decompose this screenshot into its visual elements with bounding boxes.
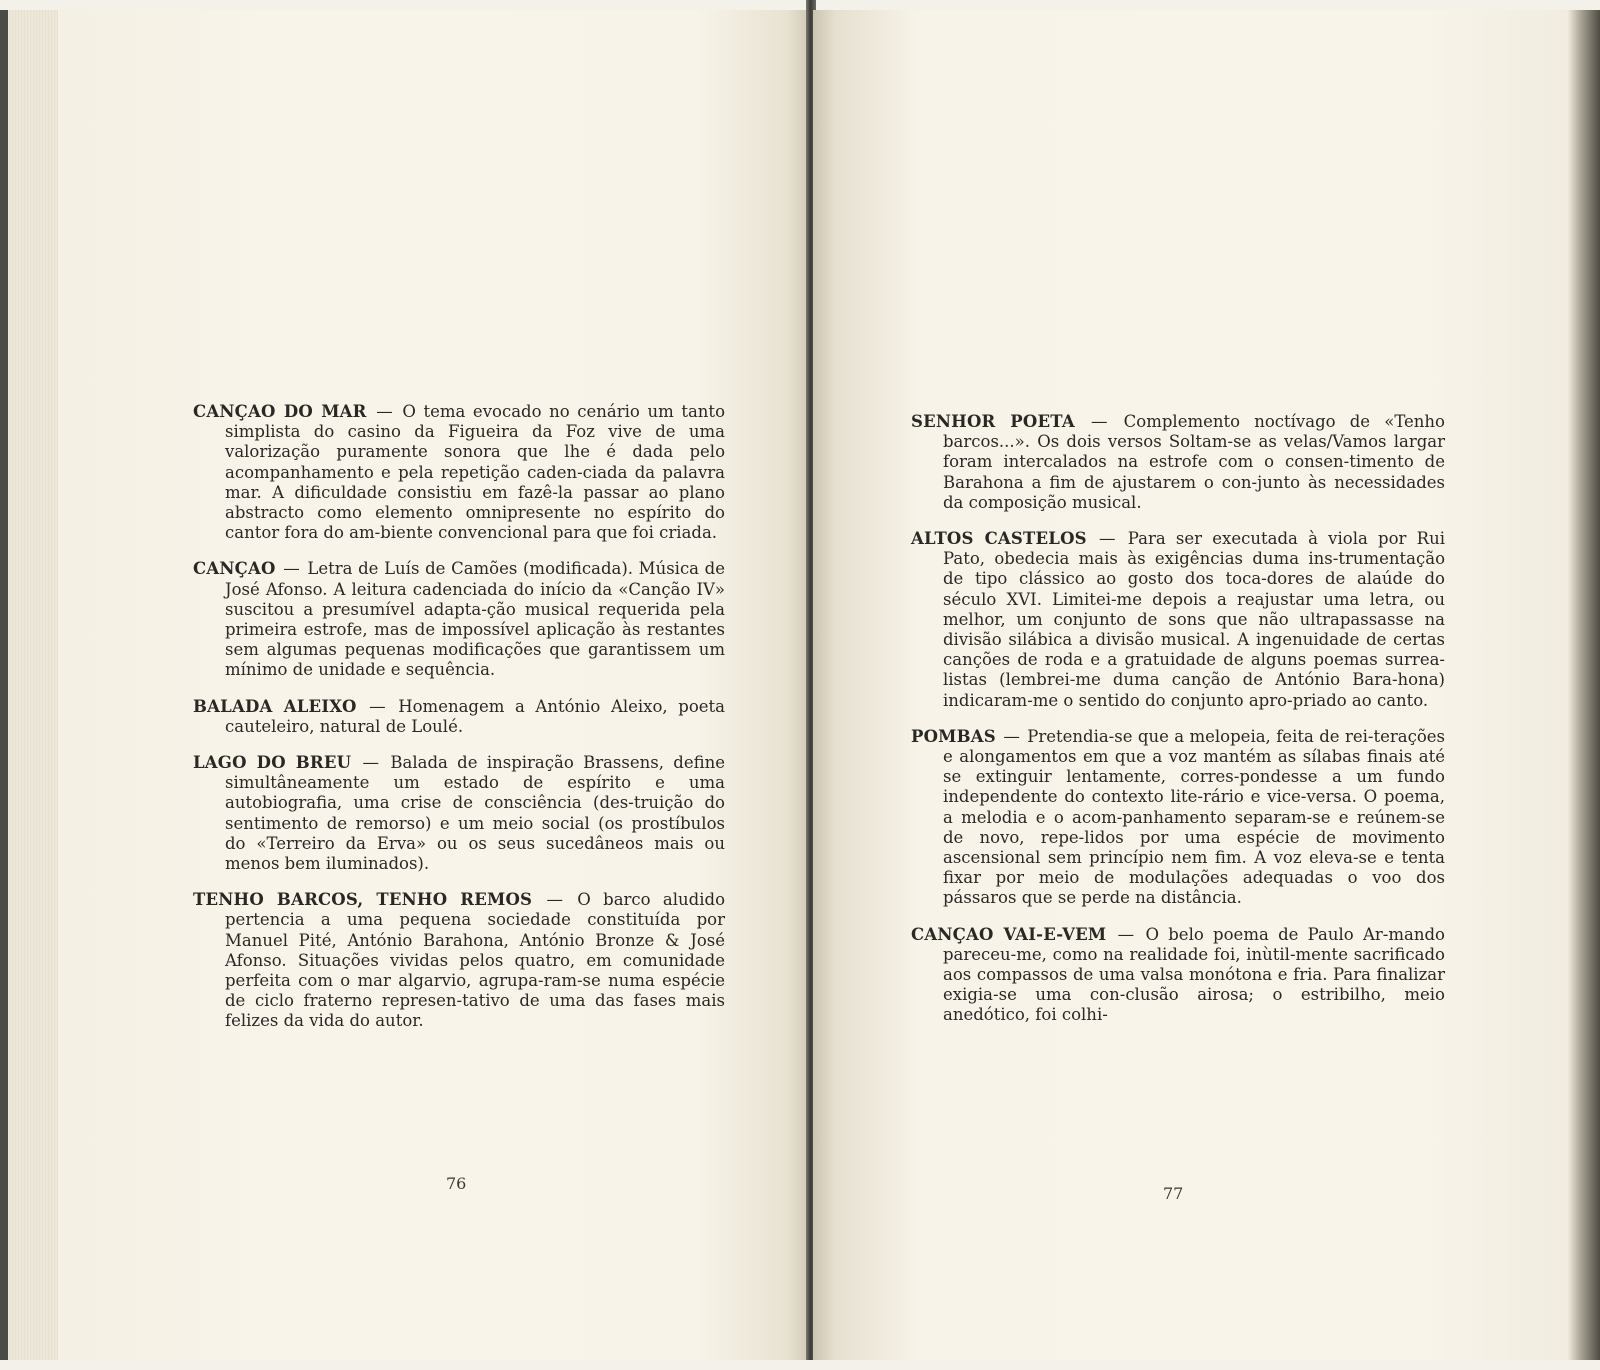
left-page-edges bbox=[0, 10, 62, 1360]
entry-dash: — bbox=[546, 890, 563, 910]
entry-text: O tema evocado no cenário um tanto simplista do casino da Figueira da Foz vive de uma valorização puramente sonora que lhe é dada pelo acompanhamento e pela repetição caden-ciada da palavra mar. A dificuldade consistiu em fazê-la passar ao plano abstracto como elemento omnipresente no espírito do cantor fora do am-biente convencional para que foi criada. bbox=[225, 402, 725, 543]
entry-term: TENHO BARCOS, TENHO REMOS bbox=[193, 890, 533, 910]
right-page-number: 77 bbox=[1163, 1184, 1184, 1203]
entry-term: CANÇAO DO MAR bbox=[193, 402, 367, 421]
left-page-text bbox=[193, 402, 725, 1048]
left-cover-edge bbox=[0, 10, 8, 1360]
entry-text: Pretendia-se que a melopeia, feita de rei-terações e alongamentos em que a voz mantém as sílabas finais até se extinguir lentamente, corres-pondesse a um fundo independente do contexto lite-rário e vice-versa. O poema, a melodia e o acom-panhamento separam-se e reúnem-se de novo, repe-lidos por uma espécie de movimento ascensional sem princípio nem fim. A voz eleva-se e tenta fixar por meio de modulações adequadas o voo dos pássaros que se perde na distância. bbox=[943, 726, 1445, 908]
entry-text: Letra de Luís de Camões (modificada). Música de José Afonso. A leitura cadenciada do início da «Canção IV» suscitou a presumível adapta-ção musical requerida pela primeira estrofe, mas de impossível aplicação às restantes sem algumas pequenas modificações que garantissem um mínimo de unidade e sequência. bbox=[225, 559, 726, 680]
entry-lago-do-breu bbox=[193, 753, 725, 874]
entry-text: O barco aludido pertencia a uma pequena sociedade constituída por Manuel Pité, António Barahona, António Bronze & José Afonso. Situações vividas pelos quatro, em comunidade perfeita com o mar algarvio, agrupa-ram-se numa espécie de ciclo fraterno represen-tativo de uma das fases mais felizes da vida do autor. bbox=[225, 890, 725, 1031]
entry-dash: — bbox=[362, 753, 380, 773]
entry-dash: — bbox=[369, 696, 386, 716]
entry-cancao-do-mar bbox=[193, 402, 725, 543]
entry-dash: — bbox=[283, 559, 300, 579]
entry-altos-castelos bbox=[911, 529, 1445, 711]
entry-term: BALADA ALEIXO bbox=[193, 696, 357, 716]
entry-text: Homenagem a António Aleixo, poeta cauteleiro, natural de Loulé. bbox=[225, 696, 725, 736]
entry-term: ALTOS CASTELOS bbox=[911, 529, 1087, 549]
entry-term: LAGO DO BREU bbox=[193, 753, 352, 773]
right-page-edges bbox=[1568, 10, 1600, 1360]
entry-dash: — bbox=[376, 402, 393, 421]
entry-text: O belo poema de Paulo Ar-mando pareceu-me, como na realidade foi, inùtil-mente sacrificado aos compassos de uma valsa monótona e fria. Para finalizar exigia-se uma con-clusão airosa; o estribilho, meio anedótico, foi colhi- bbox=[943, 924, 1445, 1025]
entry-term: CANÇAO bbox=[193, 559, 276, 579]
entry-text: Balada de inspiração Brassens, define simultâneamente um estado de espírito e uma autobiografia, uma crise de consciência (des-truição do sentimento de remorso) e um meio social (os prostíbulos do «Terreiro da Erva» ou os seus sucedâneos mais ou menos bem iluminados). bbox=[225, 753, 726, 874]
entry-cancao bbox=[193, 559, 725, 680]
top-margin bbox=[0, 0, 1600, 10]
entry-pombas bbox=[911, 727, 1445, 909]
right-page-text bbox=[911, 412, 1445, 1042]
entry-tenho-barcos bbox=[193, 890, 725, 1031]
entry-dash: — bbox=[1117, 924, 1135, 944]
entry-term: CANÇAO VAI-E-VEM bbox=[911, 924, 1107, 944]
entry-term: POMBAS bbox=[911, 726, 996, 746]
entry-senhor-poeta bbox=[911, 412, 1445, 513]
entry-text: Complemento noctívago de «Tenho barcos...». Os dois versos Soltam-se as velas/Vamos largar foram intercalados na estrofe com o consen-timento de Barahona a fim de ajustarem o con-junto às necessidades da composição musical. bbox=[943, 412, 1445, 512]
entry-dash: — bbox=[1099, 529, 1116, 549]
entry-balada-aleixo bbox=[193, 697, 725, 737]
entry-term: SENHOR POETA bbox=[911, 412, 1075, 431]
bottom-margin bbox=[0, 1360, 1600, 1370]
left-page-number: 76 bbox=[446, 1174, 467, 1193]
entry-dash: — bbox=[1003, 726, 1020, 746]
entry-text: Para ser executada à viola por Rui Pato, obedecia mais às exigências duma ins-trumentação de tipo clássico ao gosto dos toca-dores de alaúde do século XVI. Limitei-me depois a reajustar uma letra, ou melhor, um conjunto de sons que não ultrapassasse na divisão silábica a divisão musical. A ingenuidade de certas canções de roda e a gratuidade de alguns poemas surrea-listas (lembrei-me duma canção de António Bara-hona) indicaram-me o sentido do conjunto apro-priado ao canto. bbox=[943, 529, 1446, 710]
entry-cancao-vai-e-vem bbox=[911, 925, 1445, 1026]
entry-dash: — bbox=[1091, 412, 1108, 431]
